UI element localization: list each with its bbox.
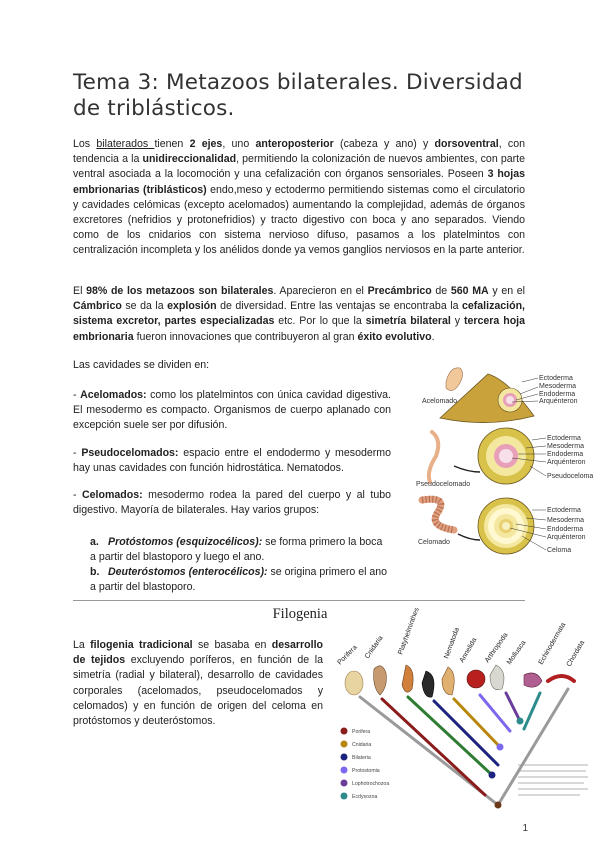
bullet-pseudocelomados: - Pseudocelomados: espacio entre el endodermo y mesodermo hay unas cavidades con función hidrostática. Nematodos. — [73, 447, 391, 475]
celomado-figure — [418, 498, 586, 554]
svg-text:Ectoderma: Ectoderma — [539, 375, 573, 382]
acelomado-figure — [422, 368, 578, 423]
legend-swatch — [341, 780, 348, 787]
paragraph-bilaterales: El 98% de los metazoos son bilaterales. Aparecieron en el Precámbrico de 560 MA y en el Cámbrico se da la explosión de diversidad. Entre las ventajas se encontraba la cefalización, sistema excretor, partes especializadas etc. Por lo que la simetría bilateral y tercera hoja embrionaria fueron innovaciones que contribuyeron al gran éxito evolutivo. — [73, 285, 526, 343]
cavity-diagram — [408, 360, 594, 560]
svg-text:Arquénteron: Arquénteron — [539, 398, 578, 405]
svg-text:Ecdysozoa: Ecdysozoa — [352, 794, 378, 800]
phylogeny-diagram — [330, 606, 595, 810]
subitem-protostomos: a. Protóstomos (esquizocélicos): se forma primero la boca a partir del blastoporo y luego el ano. — [90, 536, 383, 564]
taxon-label: Annelida — [458, 636, 479, 664]
svg-text:Porifera: Porifera — [352, 729, 371, 735]
legend-swatch — [341, 793, 348, 800]
svg-text:Arquénteron: Arquénteron — [547, 459, 586, 466]
link-bilaterados: bilaterados — [96, 138, 155, 150]
taxon-label: Arthropoda — [483, 631, 510, 665]
subitem-deuterostomos: b. Deuteróstomos (enterocélicos): se origina primero el ano a partir del blastoporo. — [90, 566, 388, 594]
bullet-acelomados: - Acelomados: como los platelmintos con única cavidad digestiva. El mesodermo es compacto. Organismos de cuerpo aplanado con excepción suele ser por difusión. — [73, 389, 391, 432]
tree-branches — [360, 689, 568, 805]
page-number: 1 — [522, 823, 528, 834]
taxon-label: Echinodermata — [537, 621, 568, 666]
paragraph-cavidades: Las cavidades se dividen en: — [73, 359, 210, 371]
svg-text:Protostomia: Protostomia — [352, 768, 380, 774]
svg-text:Mesoderma: Mesoderma — [547, 517, 584, 524]
svg-text:Endoderma: Endoderma — [547, 451, 584, 458]
legend-swatch — [341, 754, 348, 761]
taxon-label: Chordata — [565, 639, 587, 668]
bullet-celomados: - Celomados: mesodermo rodea la pared del cuerpo y al tubo digestivo. Mayoría de bilaterales. Hay varios grupos: — [73, 489, 391, 517]
svg-text:Celoma: Celoma — [547, 547, 572, 554]
svg-text:Celomado: Celomado — [418, 539, 450, 546]
svg-text:Arquénteron: Arquénteron — [547, 534, 586, 541]
svg-text:Lophotrochozoa: Lophotrochozoa — [352, 781, 390, 787]
taxon-label: Platyhelminthes — [397, 606, 421, 656]
taxon-label: Mollusca — [505, 639, 528, 667]
svg-text:Ectoderma: Ectoderma — [547, 435, 581, 442]
legend — [341, 728, 390, 801]
legend-swatch — [341, 741, 348, 748]
svg-text:Bilateria: Bilateria — [352, 755, 371, 761]
pseudocelomado-figure — [416, 428, 593, 488]
taxon-label: Porifera — [336, 644, 359, 667]
taxon-label: Nematoda — [443, 626, 461, 660]
svg-text:Pseudocelomado: Pseudocelomado — [416, 481, 471, 488]
svg-text:Ectoderma: Ectoderma — [547, 507, 581, 514]
page-title: Tema 3: Metazoos bilaterales. Diversidad de triblásticos. — [73, 70, 523, 121]
svg-text:Cnidaria: Cnidaria — [352, 742, 372, 748]
paragraph-intro: Los bilaterados tienen 2 ejes, uno anteroposterior (cabeza y ano) y dorsoventral, con tendencia a la unidireccionalidad, permitiendo la colonización de nuevos ambientes, con parte ventral asociada a la locomoción y una cefalización con órganos sensoriales. Poseen 3 hojas embrionarias (triblásticos) endo,meso y ectodermo permitiendo sistemas como el circulatorio y cavidades celómicas (excepto acelomados) aumentando la complejidad, además de órganos excretores (nefridios y protonefridios) y tracto digestivo con boca y ano separados. Viendo como de los cnidarios con sistema nervioso difuso, pasamos a los platelmintos con centralización incompleta y los anélidos donde ya vemos ganglios nerviosos en la parte anterior. — [73, 138, 525, 257]
svg-text:Pseudoceloma: Pseudoceloma — [547, 473, 594, 480]
legend-swatch — [341, 767, 348, 774]
caption-lines — [518, 765, 588, 795]
svg-text:Mesoderma: Mesoderma — [547, 443, 584, 450]
section-title: Filogenia — [272, 606, 328, 622]
paragraph-filogenia: La filogenia tradicional se basaba en desarrollo de tejidos excluyendo poríferos, en función de la simetría (radial y bilateral), desarrollo de cavidades corporales (acelomados, pseudocelomados y celomados) y en función de origen del celoma en protóstomos y deuteróstomos. — [73, 639, 323, 728]
section-divider — [73, 600, 525, 601]
svg-text:Mesoderma: Mesoderma — [539, 383, 576, 390]
svg-text:Acelomado: Acelomado — [422, 398, 458, 405]
svg-text:Endoderma: Endoderma — [547, 526, 584, 533]
taxon-label: Cnidaria — [363, 634, 385, 661]
legend-swatch — [341, 728, 348, 735]
svg-text:Endoderma: Endoderma — [539, 391, 576, 398]
